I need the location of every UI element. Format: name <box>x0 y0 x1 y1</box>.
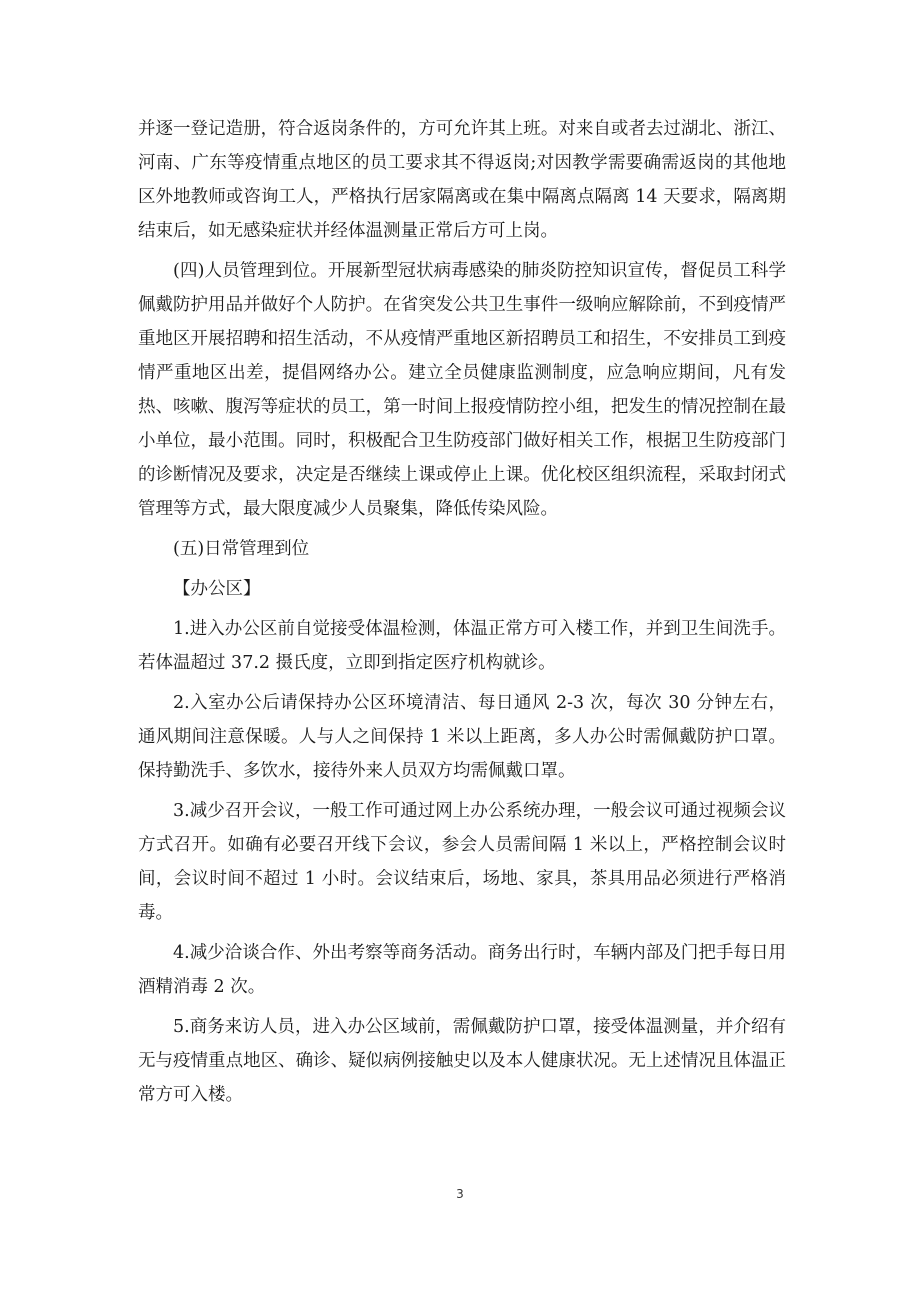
paragraph-personnel-management: (四)人员管理到位。开展新型冠状病毒感染的肺炎防控知识宣传，督促员工科学佩戴防护用品并做好个人防护。在省突发公共卫生事件一级响应解除前，不到疫情严重地区开展招聘和招生活动，不从疫情严重地区新招聘员工和招生，不安排员工到疫情严重地区出差，提倡网络办公。建立全员健康监测制度，应急响应期间，凡有发热、咳嗽、腹泻等症状的员工，第一时间上报疫情防控小组，把发生的情况控制在最小单位，最小范围。同时，积极配合卫生防疫部门做好相关工作，根据卫生防疫部门的诊断情况及要求，决定是否继续上课或停止上课。优化校区组织流程，采取封闭式管理等方式，最大限度减少人员聚集，降低传染风险。 <box>138 261 786 519</box>
list-item-meetings: 3.减少召开会议，一般工作可通过网上办公系统办理，一般会议可通过视频会议方式召开。如确有必要召开线下会议，参会人员需间隔 1 米以上，严格控制会议时间，会议时间不超过 1 小时。会议结束后，场地、家具，茶具用品必须进行严格消毒。 <box>138 801 786 923</box>
page-number: 3 <box>456 1187 464 1201</box>
list-item-business-travel: 4.减少洽谈合作、外出考察等商务活动。商务出行时，车辆内部及门把手每日用酒精消毒 2 次。 <box>138 943 786 997</box>
paragraph-returning-staff: 并逐一登记造册，符合返岗条件的，方可允许其上班。对来自或者去过湖北、浙江、河南、广东等疫情重点地区的员工要求其不得返岗;对因教学需要确需返岗的其他地区外地教师或咨询工人，严格执行居家隔离或在集中隔离点隔离 14 天要求，隔离期结束后，如无感染症状并经体温测量正常后方可上岗。 <box>138 119 786 241</box>
section-heading-daily-management: (五)日常管理到位 <box>173 539 310 559</box>
list-item-office-hygiene: 2.入室办公后请保持办公区环境清洁、每日通风 2-3 次，每次 30 分钟左右，通风期间注意保暖。人与人之间保持 1 米以上距离，多人办公时需佩戴防护口罩。保持勤洗手、多饮水，接待外来人员双方均需佩戴口罩。 <box>138 693 786 781</box>
document-body <box>138 112 786 1118</box>
subsection-heading-office-area: 【办公区】 <box>173 579 261 599</box>
list-item-temperature-check: 1.进入办公区前自觉接受体温检测，体温正常方可入楼工作，并到卫生间洗手。若体温超过 37.2 摄氏度，立即到指定医疗机构就诊。 <box>138 619 786 673</box>
list-item-visitors: 5.商务来访人员，进入办公区域前，需佩戴防护口罩，接受体温测量，并介绍有无与疫情重点地区、确诊、疑似病例接触史以及本人健康状况。无上述情况且体温正常方可入楼。 <box>138 1017 786 1105</box>
